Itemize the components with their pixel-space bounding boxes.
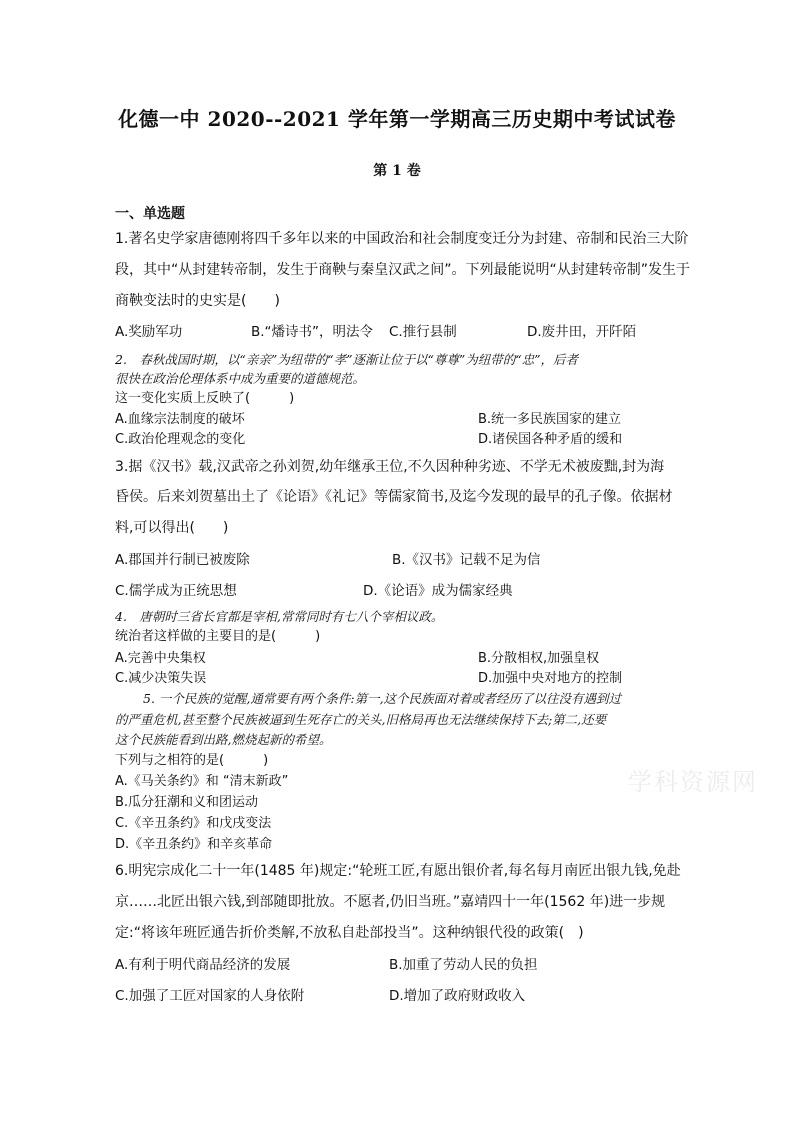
q2-option-d: D.诸侯国各种矛盾的缓和 <box>478 432 623 447</box>
q4-line2: 统治者这样做的主要目的是( ) <box>115 629 321 644</box>
q5-line2: 的严重危机,甚至整个民族被逼到生死存亡的关头,旧格局再也无法继续保持下去;第二,还要 <box>115 712 607 727</box>
q4-option-c: C.减少决策失误 <box>115 671 207 686</box>
q5-line1: 5. 一个民族的觉醒,通常要有两个条件:第一,这个民族面对着或者经历了以往没有遇到过 <box>143 691 622 706</box>
q6-option-d: D.增加了政府财政收入 <box>389 988 526 1004</box>
q2-option-a: A.血缘宗法制度的破坏 <box>115 412 245 427</box>
q1-line2: 段，其中“从封建转帝制，发生于商鞅与秦皇汉武之间”。下列最能说明“从封建转帝制”发生于 <box>115 262 691 278</box>
q5-option-d: D.《辛丑条约》和辛亥革命 <box>115 837 273 852</box>
q5-line4: 下列与之相符的是( ) <box>115 753 269 768</box>
q6-option-c: C.加强了工匠对国家的人身依附 <box>115 988 305 1004</box>
q2-option-c: C.政治伦理观念的变化 <box>115 432 246 447</box>
q4-option-b: B.分散相权,加强皇权 <box>478 651 600 666</box>
q2-line2: 很快在政治伦理体系中成为重要的道德规范。 <box>115 371 366 386</box>
page-title: 化德一中 2020--2021 学年第一学期高三历史期中考试试卷 <box>118 107 676 131</box>
q2-line3: 这一变化实质上反映了( ) <box>115 391 295 406</box>
q6-line2: 京……北匠出银六钱,到部随即批放。不愿者,仍旧当班。”嘉靖四十一年(1562 年)进一步规 <box>115 894 666 910</box>
q6-option-b: B.加重了劳动人民的负担 <box>389 957 538 973</box>
q3-line3: 料,可以得出( ) <box>115 520 229 536</box>
q3-option-c: C.儒学成为正统思想 <box>115 583 237 599</box>
q5-option-b: B.瓜分狂潮和义和团运动 <box>115 795 259 810</box>
q5-line3: 这个民族能看到出路,燃烧起新的希望。 <box>115 732 332 747</box>
q3-option-a: A.郡国并行制已被废除 <box>115 552 250 568</box>
q3-line2: 昏侯。后来刘贺墓出土了《论语》《礼记》等儒家简书,及迄今发现的最早的孔子像。依据材 <box>115 489 673 505</box>
q3-line1: 3.据《汉书》载,汉武帝之孙刘贺,幼年继承王位,不久因种种劣迹、不学无术被废黜,封为海 <box>115 459 665 475</box>
volume-label: 第 1 卷 <box>373 163 421 179</box>
q2-option-b: B.统一多民族国家的建立 <box>478 412 622 427</box>
q6-option-a: A.有利于明代商品经济的发展 <box>115 957 291 973</box>
q2-line1: 2. 春秋战国时期，以“亲亲”为纽带的“孝”逐渐让位于以“尊尊”为纽带的“忠”，后者 <box>115 352 579 367</box>
q3-option-d: D.《论语》成为儒家经典 <box>363 583 513 599</box>
watermark: 学科资源网 <box>628 768 758 796</box>
q3-option-b: B.《汉书》记载不足为信 <box>392 552 541 568</box>
q4-option-d: D.加强中央对地方的控制 <box>478 671 623 686</box>
q5-option-a: A.《马关条约》和 “清末新政” <box>115 774 289 789</box>
q1-option-c: C.推行县制 <box>389 324 457 340</box>
q1-option-d: D.废井田，开阡陌 <box>527 324 637 340</box>
section-heading: 一、单选题 <box>115 206 185 222</box>
q5-option-c: C.《辛丑条约》和戊戌变法 <box>115 816 272 831</box>
q4-option-a: A.完善中央集权 <box>115 651 206 666</box>
q6-line3: 定:“将该年班匠通告折价类解,不放私自赴部投当”。这种纳银代役的政策( ) <box>115 925 584 941</box>
q1-option-a: A.奖励军功 <box>115 324 183 340</box>
q1-line1: 1.著名史学家唐德刚将四千多年以来的中国政治和社会制度变迁分为封建、帝制和民治三大阶 <box>115 231 689 247</box>
q1-option-b: B.“燔诗书”，明法令 <box>251 324 374 340</box>
q6-line1: 6.明宪宗成化二十一年(1485 年)规定:“轮班工匠,有愿出银价者,每名每月南匠出银九钱,免赴 <box>115 863 681 879</box>
q1-line3: 商鞅变法时的史实是( ) <box>115 293 280 309</box>
q4-line1: 4. 唐朝时三省长官都是宰相,常常同时有七八个宰相议政。 <box>115 609 444 624</box>
